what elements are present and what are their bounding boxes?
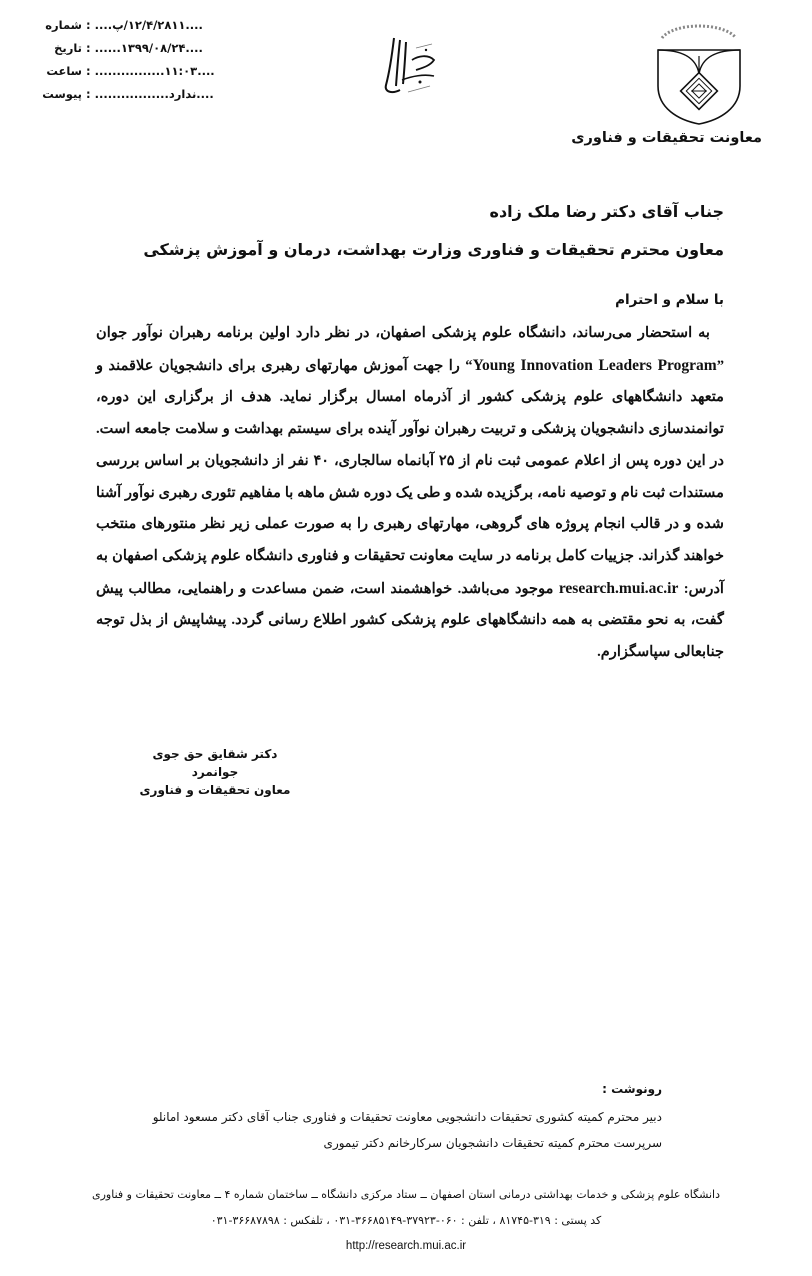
recipient-title: معاون محترم تحقیقات و فناوری وزارت بهداشت، درمان و آموزش پزشکی <box>143 240 724 259</box>
meta-separator: : <box>86 18 91 32</box>
meta-date <box>38 41 208 64</box>
meta-value: ....۱۲/۴/۲۸۱۱/پ.... <box>94 18 203 32</box>
meta-value: ....۱۱:۰۳................ <box>94 64 215 78</box>
recipient-name: جناب آقای دکتر رضا ملک زاده <box>489 202 724 221</box>
university-logo-icon <box>644 16 754 126</box>
bismillah-calligraphy-icon <box>372 30 442 100</box>
cc-line: دبیر محترم کمیته کشوری تحقیقات دانشجویی معاونت تحقیقات و فناوری جناب آقای دکتر مسعود امانلو <box>152 1110 662 1124</box>
meta-separator: : <box>86 64 91 78</box>
meta-time <box>38 64 215 87</box>
signatory-name: دکتر شقایق حق جوی جوانمرد <box>152 747 278 779</box>
signatory-title: معاون تحقیقات و فناوری <box>139 783 291 797</box>
footer-contact: کد پستی : ۳۱۹-۸۱۷۴۵ ، تلفن : ۰۶۰-۳۷۹۲۳-۳۶۶۸۵۱۴۹-۰۳۱ ، تلفکس : ۳۶۶۸۷۸۹۸-۰۳۱ <box>210 1214 602 1227</box>
meta-label: تاریخ <box>54 41 82 55</box>
meta-label: پیوست <box>42 87 82 101</box>
body-text-part3: موجود می‌باشد. خواهشمند است، ضمن مساعدت و راهنمایی، مطالب پیش گفت، به نحو مقتضی به همه دانشگاههای علوم پزشکی کشور اطلاع رسانی گردد. پیشاپیش از بذل توجه جنابعالی سپاسگزارم. <box>96 580 724 661</box>
meta-value: ....۱۳۹۹/۰۸/۲۴...... <box>94 41 203 55</box>
letter-meta <box>38 18 215 110</box>
meta-label: شماره <box>45 18 82 32</box>
signature-block <box>130 745 300 799</box>
meta-value: ....ندارد................. <box>94 87 214 101</box>
cc-title: رونوشت : <box>602 1082 662 1096</box>
meta-label: ساعت <box>46 64 82 78</box>
body-text-part2: “ را جهت آموزش مهارتهای رهبری برای دانشجویان علاقمند و متعهد دانشگاههای علوم پزشکی کشور از آذرماه امسال برگزار نماید. هدف از برگزاری این دوره، توانمندسازی دانشجویان پزشکی و تربیت رهبران نوآور آینده برای سیستم بهداشت و سلامت جامعه است. در این دوره پس از اعلام عمومی ثبت نام از ۲۵ آبانماه سالجاری، ۴۰ نفر از دانشجویان بر اساس بررسی مستندات ثبت نام و توصیه نامه، برگزیده شده و طی یک دوره شش ماهه با مفاهیم تئوری رهبری نوآور آشنا شده و در قالب انجام پروژه های گروهی، مهارتهای رهبری را به صورت عملی زیر نظر منتورهای منتخب خواهند گذراند. جزییات کامل برنامه در سایت معاونت تحقیقات و فناوری دانشگاه علوم پزشکی اصفهان به آدرس: <box>96 357 724 597</box>
greeting: با سلام و احترام <box>615 292 724 308</box>
logo-caption: معاونت تحقیقات و فناوری <box>571 130 762 146</box>
meta-number <box>38 18 208 41</box>
body-text-part1: به استحضار می‌رساند، دانشگاه علوم پزشکی اصفهان، در نظر دارد اولین برنامه رهبران نوآور جوان ” <box>96 325 724 374</box>
cc-line: سرپرست محترم کمیته تحقیقات دانشجویان سرکارخانم دکتر تیموری <box>323 1136 662 1150</box>
meta-separator: : <box>86 87 91 101</box>
meta-separator: : <box>86 41 91 55</box>
program-name: Young Innovation Leaders Program <box>472 356 717 374</box>
letter-body <box>96 318 724 669</box>
meta-attachment <box>38 87 214 110</box>
footer-url-link[interactable]: http://research.mui.ac.ir <box>345 1240 467 1252</box>
footer-address: دانشگاه علوم پزشکی و خدمات بهداشتی درمانی استان اصفهان ــ ستاد مرکزی دانشگاه ــ ساختمان شماره ۴ ــ معاونت تحقیقات و فناوری <box>92 1188 720 1201</box>
website-link[interactable]: research.mui.ac.ir <box>558 579 679 597</box>
